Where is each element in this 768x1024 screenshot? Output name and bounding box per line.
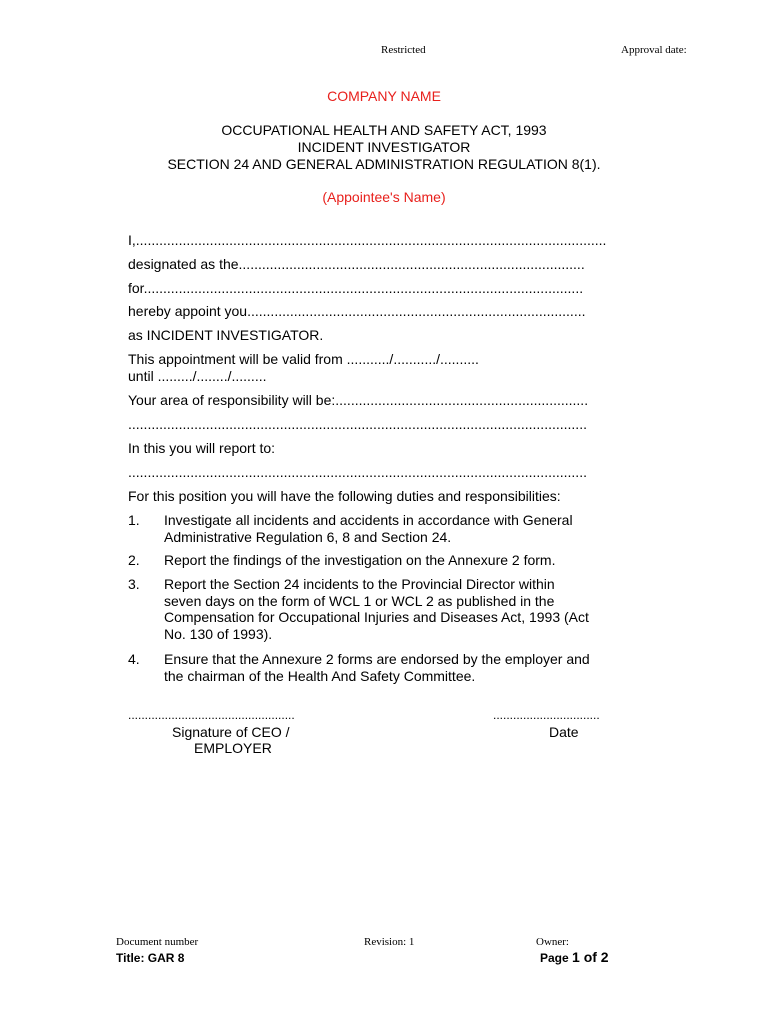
duty-text-line: the chairman of the Health And Safety Committee. bbox=[164, 667, 476, 684]
duty-number: 2. bbox=[128, 552, 140, 568]
employer-label: EMPLOYER bbox=[194, 740, 272, 756]
title-line-3: SECTION 24 AND GENERAL ADMINISTRATION REGULATION 8(1). bbox=[167, 156, 601, 172]
responsibility-continuation: ...................................................................................................................... bbox=[128, 416, 587, 432]
title-line-2: INCIDENT INVESTIGATOR bbox=[297, 139, 471, 155]
appointee-name: (Appointee's Name) bbox=[322, 189, 446, 205]
date-label: Date bbox=[549, 724, 579, 740]
for-field: for................................................................................................................. bbox=[128, 280, 584, 296]
document-title bbox=[0, 122, 768, 173]
responsibility-field: Your area of responsibility will be:................................................................. bbox=[128, 392, 589, 408]
designated-field: designated as the......................................................................................... bbox=[128, 256, 585, 272]
document-title-footer: Title: GAR 8 bbox=[116, 951, 185, 965]
duty-text-line: Report the findings of the investigation on the Annexure 2 form. bbox=[164, 552, 556, 568]
ceo-signature-line: .................................................. bbox=[128, 708, 295, 722]
report-to-label: In this you will report to: bbox=[128, 440, 276, 456]
duty-text-line: Ensure that the Annexure 2 forms are endorsed by the employer and bbox=[164, 651, 590, 667]
company-name: COMPANY NAME bbox=[327, 88, 441, 104]
duty-text-line: Report the Section 24 incidents to the Provincial Director within bbox=[164, 576, 555, 592]
valid-from-field: This appointment will be valid from .........../.........../.......... bbox=[128, 351, 479, 367]
role-statement: as INCIDENT INVESTIGATOR. bbox=[128, 327, 324, 343]
page-prefix: Page bbox=[540, 951, 573, 965]
revision-label: Revision: 1 bbox=[364, 936, 415, 948]
classification-label: Restricted bbox=[381, 44, 426, 56]
duty-text-line: seven days on the form of WCL 1 or WCL 2 as published in the bbox=[164, 592, 555, 609]
duty-item bbox=[164, 576, 589, 642]
duty-number: 3. bbox=[128, 576, 140, 592]
duty-item bbox=[164, 651, 590, 684]
duty-text-line: Compensation for Occupational Injuries and Diseases Act, 1993 (Act bbox=[164, 609, 589, 625]
page-indicator bbox=[540, 949, 609, 967]
valid-until-field: until ........./......../......... bbox=[128, 368, 267, 384]
page-number: 1 of 2 bbox=[572, 949, 609, 965]
duty-text-line: Administrative Regulation 6, 8 and Section 24. bbox=[164, 528, 452, 545]
duty-item bbox=[164, 512, 573, 545]
title-line-1: OCCUPATIONAL HEALTH AND SAFETY ACT, 1993 bbox=[221, 122, 547, 138]
appoint-field: hereby appoint you....................................................................................... bbox=[128, 303, 586, 319]
date-signature-line: ................................ bbox=[493, 708, 600, 722]
ceo-signature-label: Signature of CEO / bbox=[172, 724, 290, 740]
duty-text-line: Investigate all incidents and accidents in accordance with General bbox=[164, 512, 573, 528]
approval-date-label: Approval date: bbox=[621, 44, 687, 56]
report-to-field: ...................................................................................................................... bbox=[128, 464, 587, 480]
i-field: I,......................................................................................................................... bbox=[128, 232, 607, 248]
duty-number: 1. bbox=[128, 512, 140, 528]
duties-intro: For this position you will have the following duties and responsibilities: bbox=[128, 488, 561, 504]
duty-text-line: No. 130 of 1993). bbox=[164, 625, 273, 642]
duty-item bbox=[164, 552, 555, 569]
duty-number: 4. bbox=[128, 651, 140, 667]
owner-label: Owner: bbox=[536, 936, 569, 948]
document-number-label: Document number bbox=[116, 936, 199, 948]
